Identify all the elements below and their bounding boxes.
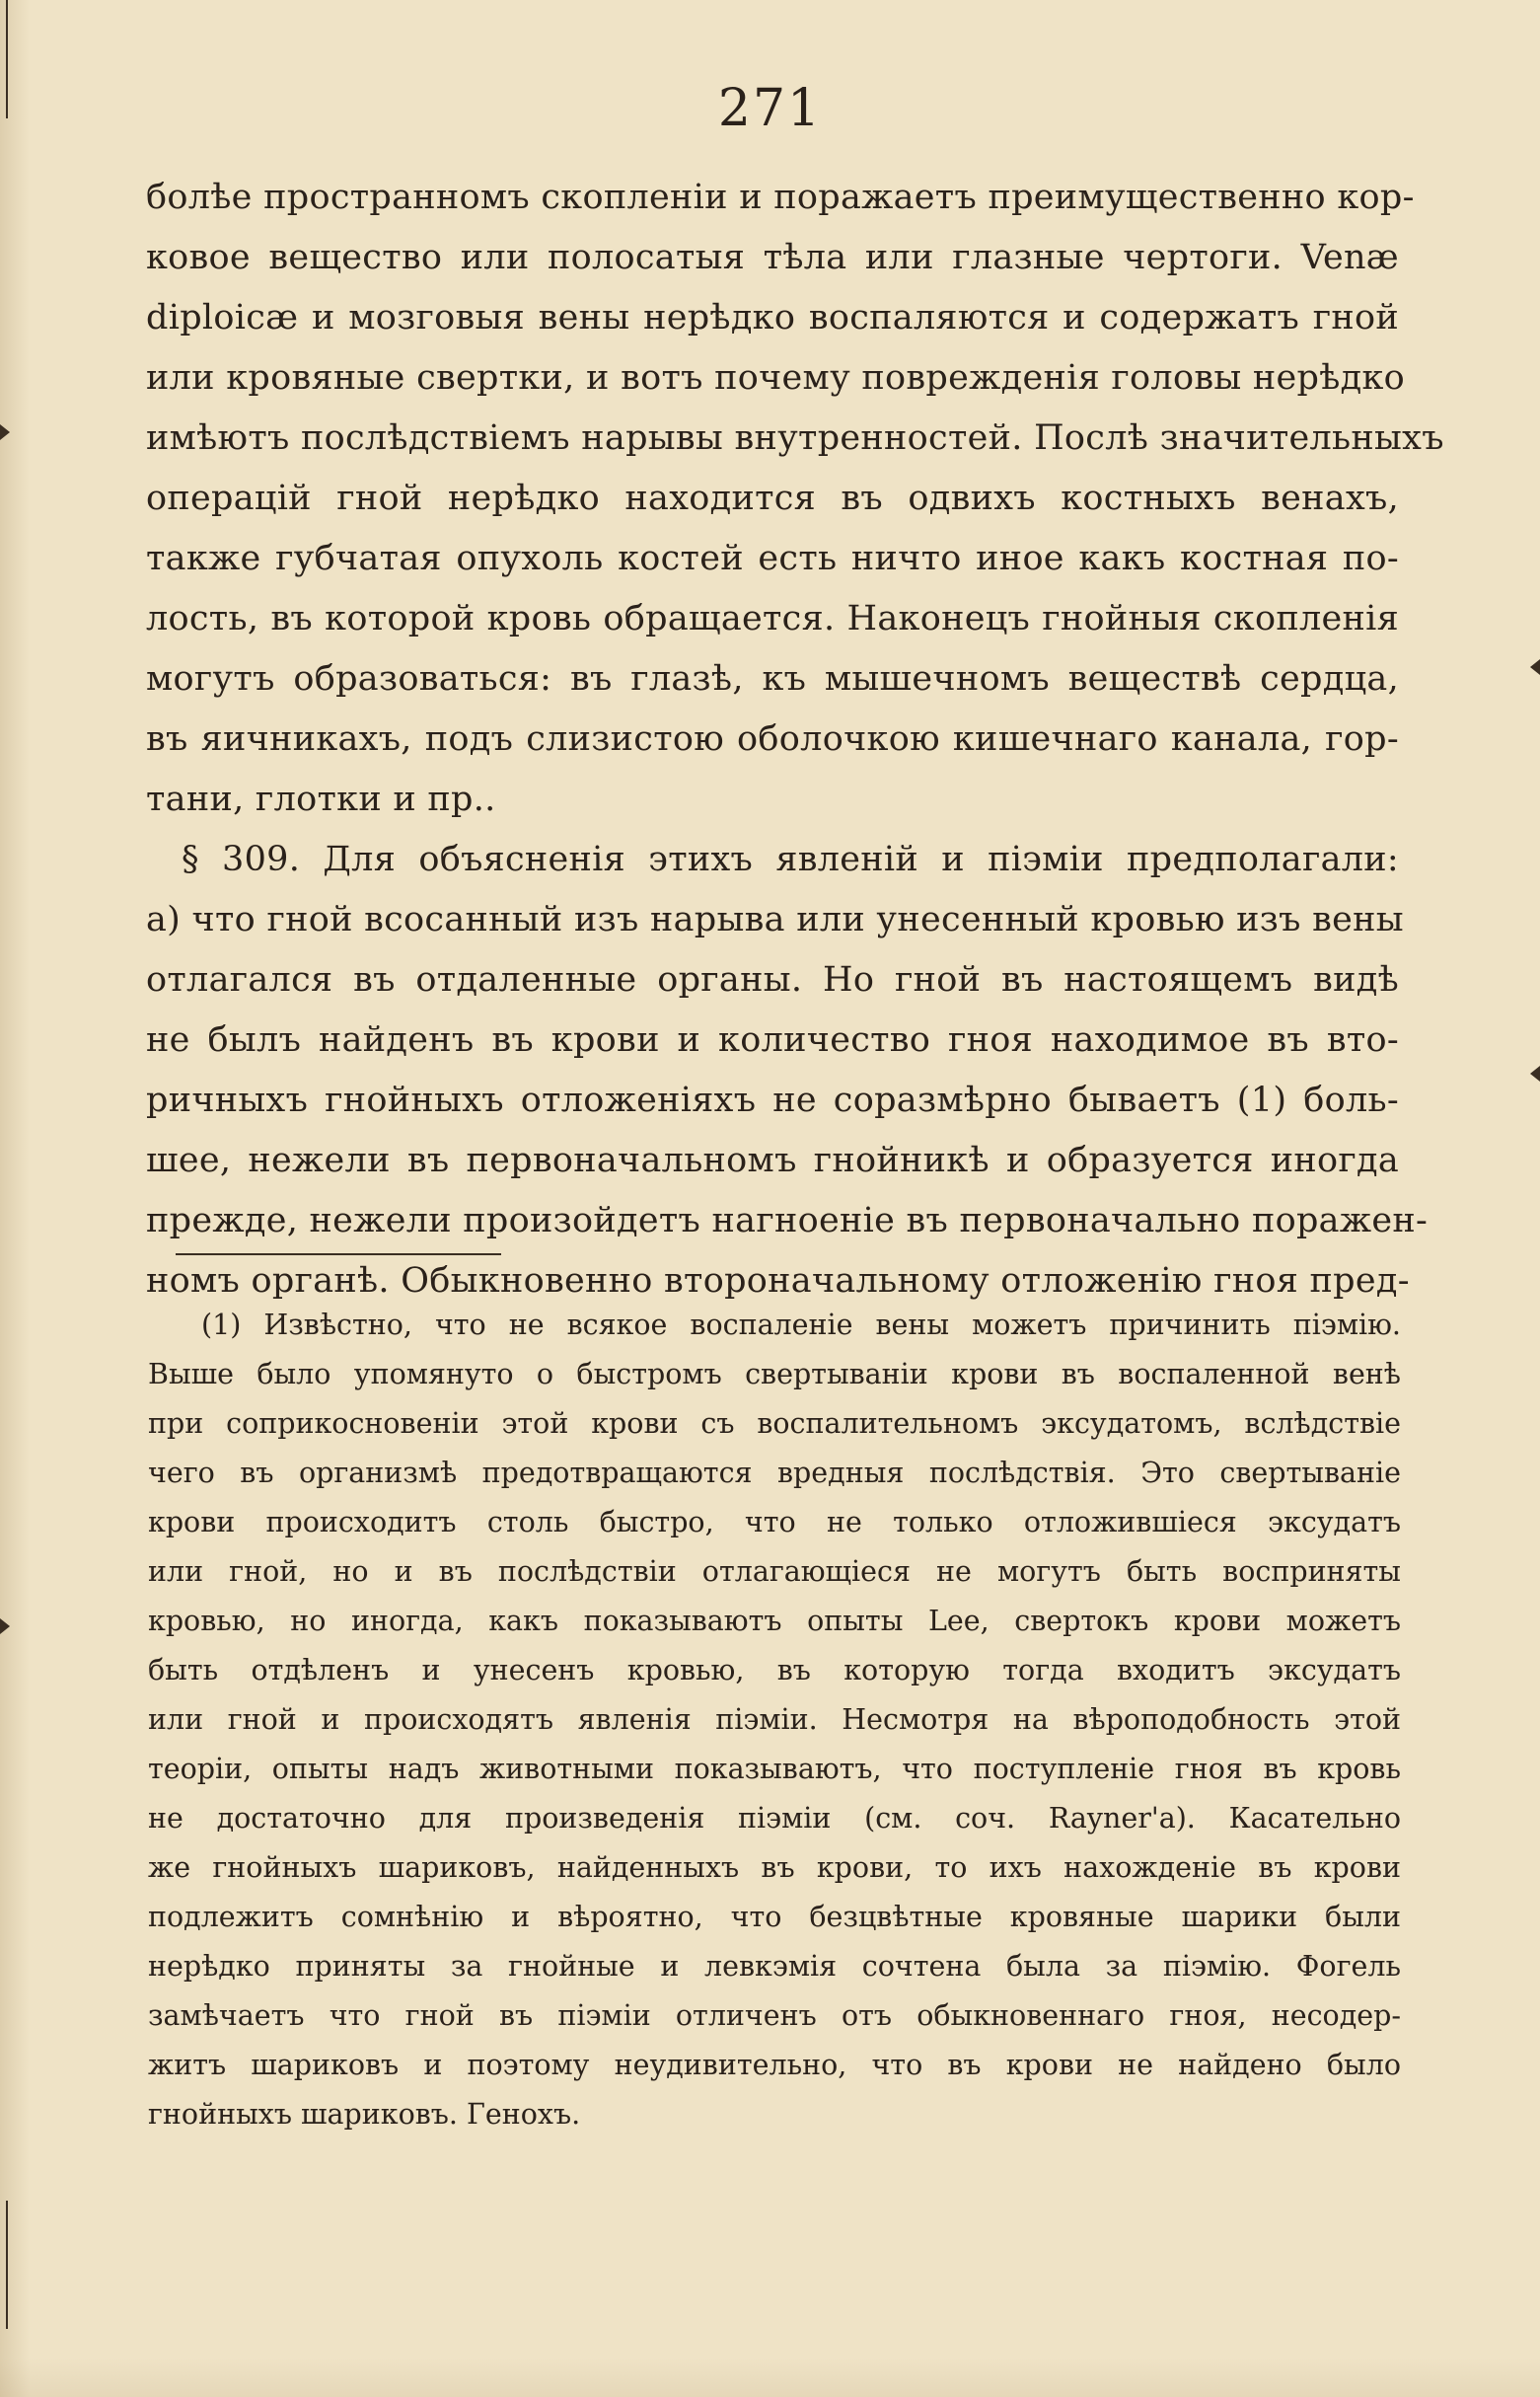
footnote-line: или гной, но и въ послѣдствіи отлагающіеся не могутъ быть восприняты: [148, 1555, 1401, 1588]
footnote-line: же гнойныхъ шариковъ, найденныхъ въ крови, то ихъ нахожденіе въ крови: [148, 1851, 1401, 1884]
footnote-line: (1) Извѣстно, что не всякое воспаленіе вены можетъ причинить піэмію.: [201, 1309, 1401, 1341]
footnote-line: не достаточно для произведенія піэміи (см. соч. Rayner'а). Касательно: [148, 1802, 1401, 1835]
text-line: номъ органѣ. Обыкновенно второначальному отложенію гноя пред-: [146, 1261, 1410, 1301]
text-line: тани, глотки и пр..: [146, 780, 496, 819]
footnote-line: нерѣдко приняты за гнойные и левкэмія сочтена была за піэмію. Фогель: [148, 1950, 1401, 1983]
margin-mark: [0, 1618, 10, 1634]
text-line: или кровяные свертки, и вотъ почему поврежденія головы нерѣдко: [146, 358, 1406, 398]
footnote-line: Выше было упомянуто о быстромъ свертываніи крови въ воспаленной венѣ: [148, 1358, 1401, 1390]
text-line: а) что гной всосанный изъ нарыва или унесенный кровью изъ вены: [146, 900, 1404, 939]
footnote-divider: [176, 1253, 501, 1255]
margin-mark: [1530, 1066, 1540, 1082]
footnote-line: быть отдѣленъ и унесенъ кровью, въ которую тогда входитъ эксудатъ: [148, 1654, 1401, 1686]
footnote-line: гнойныхъ шариковъ. Генохъ.: [148, 2098, 581, 2131]
section-heading-line: § 309. Для объясненія этихъ явленій и піэміи предполагали:: [182, 840, 1399, 879]
text-line: имѣютъ послѣдствіемъ нарывы внутренностей. Послѣ значительныхъ: [146, 418, 1444, 458]
text-line: могутъ образоваться: въ глазѣ, къ мышечномъ веществѣ сердца,: [146, 659, 1399, 699]
text-line: прежде, нежели произойдетъ нагноеніе въ первоначально поражен-: [146, 1201, 1429, 1240]
footnote-line: теоріи, опыты надъ животными показываютъ, что поступленіе гноя въ кровь: [148, 1753, 1401, 1785]
text-line: болѣе пространномъ скопленіи и поражаетъ преимущественно кор-: [146, 178, 1415, 217]
text-line: лость, въ которой кровь обращается. Наконецъ гнойныя скопленія: [146, 599, 1399, 638]
text-line: ковое вещество или полосатыя тѣла или глазные чертоги. Venæ: [146, 238, 1399, 277]
page-edge-line: [6, 2201, 8, 2329]
footnote-line: житъ шариковъ и поэтому неудивительно, что въ крови не найдено было: [148, 2049, 1401, 2081]
text-line: не былъ найденъ въ крови и количество гноя находимое въ вто-: [146, 1020, 1399, 1060]
footnote-line: замѣчаетъ что гной въ піэміи отличенъ отъ обыкновеннаго гноя, несодер-: [148, 1999, 1401, 2032]
footnote-line: или гной и происходятъ явленія піэміи. Несмотря на вѣроподобность этой: [148, 1703, 1401, 1736]
footnote: [148, 1301, 1401, 2139]
main-text: [146, 168, 1444, 1311]
page-number: 271: [717, 79, 823, 138]
margin-mark: [1530, 659, 1540, 675]
text-line: diploicæ и мозговыя вены нерѣдко воспаляются и содержатъ гной: [146, 298, 1399, 337]
text-line: въ яичникахъ, подъ слизистою оболочкою кишечнаго канала, гор-: [146, 719, 1399, 759]
footnote-line: чего въ организмѣ предотвращаются вредныя послѣдствія. Это свертываніе: [148, 1457, 1401, 1489]
text-line: шее, нежели въ первоначальномъ гнойникѣ и образуется иногда: [146, 1141, 1399, 1180]
margin-mark: [0, 424, 10, 440]
footnote-line: при соприкосновеніи этой крови съ воспалительномъ эксудатомъ, вслѣдствіе: [148, 1407, 1401, 1440]
footnote-line: подлежитъ сомнѣнію и вѣроятно, что безцвѣтные кровяные шарики были: [148, 1901, 1401, 1933]
text-line: отлагался въ отдаленные органы. Но гной въ настоящемъ видѣ: [146, 960, 1399, 1000]
text-line: также губчатая опухоль костей есть ничто иное какъ костная по-: [146, 539, 1399, 578]
text-line: ричныхъ гнойныхъ отложеніяхъ не соразмѣрно бываетъ (1) боль-: [146, 1081, 1399, 1120]
footnote-line: крови происходитъ столь быстро, что не только отложившіеся эксудатъ: [148, 1506, 1401, 1538]
text-line: операцій гной нерѣдко находится въ одвихъ костныхъ венахъ,: [146, 479, 1399, 518]
footnote-line: кровью, но иногда, какъ показываютъ опыты Lee, свертокъ крови можетъ: [148, 1605, 1401, 1637]
